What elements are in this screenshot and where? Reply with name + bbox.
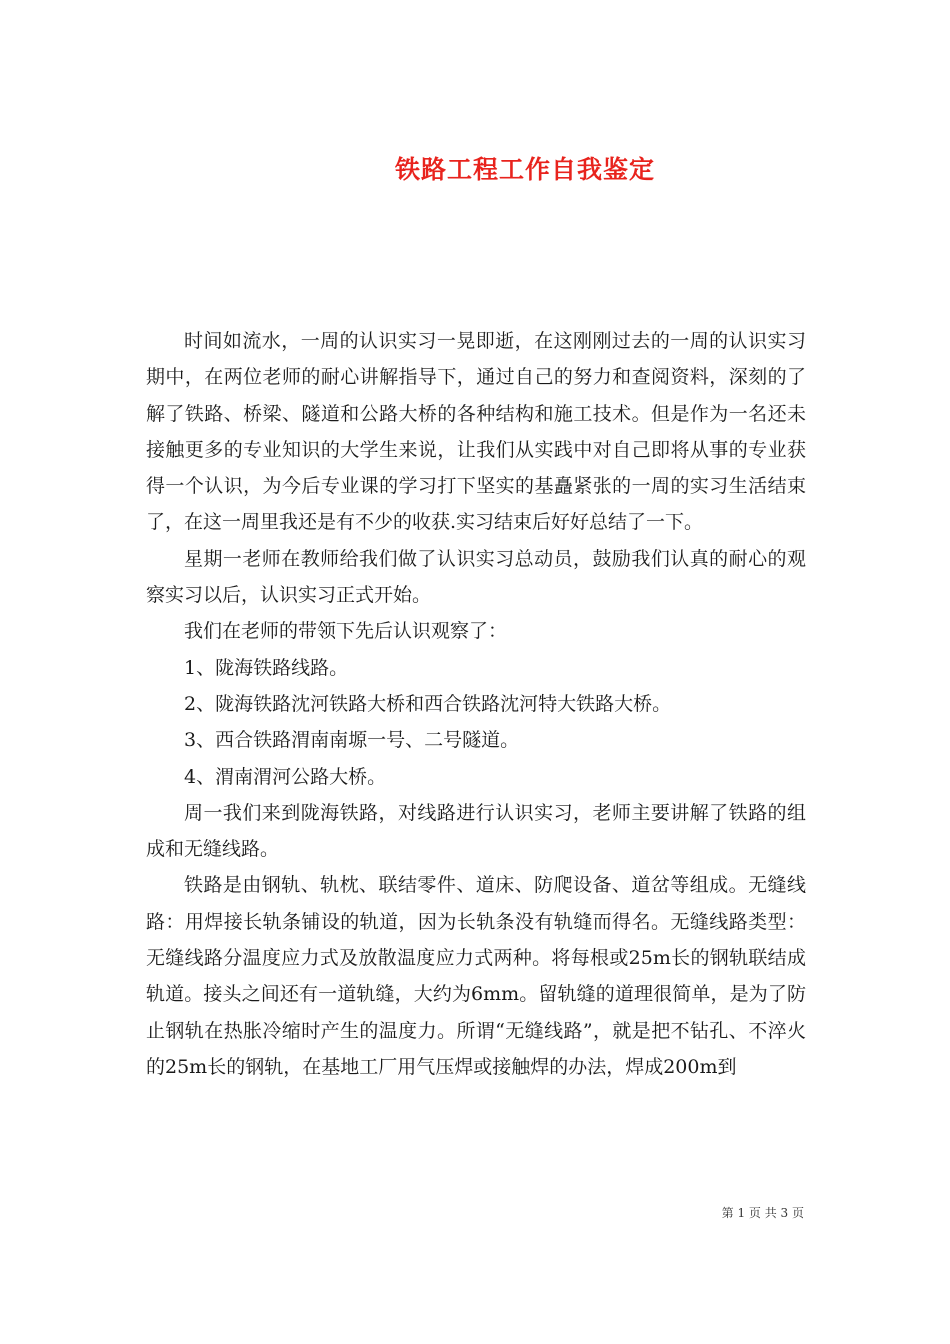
paragraph: 时间如流水，一周的认识实习一晃即逝，在这刚刚过去的一周的认识实习期中，在两位老师的耐心讲解指导下，通过自己的努力和查阅资料，深刻的了解了铁路、桥梁、隧道和公路大桥的各种结构和施工技术。但是作为一名还未接触更多的专业知识的大学生来说，让我们从实践中对自己即将从事的专业获得一个认识，为今后专业课的学习打下坚实的基矗紧张的一周的实习生活结束了，在这一周里我还是有不少的收获.实习结束后好好总结了一下。 [146,330,806,534]
document-body [146,323,806,1085]
paragraph: 星期一老师在教师给我们做了认识实习总动员，鼓励我们认真的耐心的观察实习以后，认识实习正式开始。 [146,547,806,607]
list-item: 4、渭南渭河公路大桥。 [184,765,387,788]
paragraph: 铁路是由钢轨、轨枕、联结零件、道床、防爬设备、道岔等组成。无缝线路：用焊接长轨条铺设的轨道，因为长轨条没有轨缝而得名。无缝线路类型：无缝线路分温度应力式及放散温度应力式两种。将每根或25m长的钢轨联结成轨道。接头之间还有一道轨缝，大约为6mm。留轨缝的道理很简单，是为了防止钢轨在热胀冷缩时产生的温度力。所谓“无缝线路”，就是把不钻孔、不淬火的25m长的钢轨，在基地工厂用气压焊或接触焊的办法，焊成200m到 [146,874,806,1078]
paragraph: 我们在老师的带领下先后认识观察了： [184,620,508,643]
page-title: 铁路工程工作自我鉴定 [394,154,655,184]
page-number: 第 1 页 共 3 页 [721,1206,804,1220]
list-item: 2、陇海铁路沈河铁路大桥和西合铁路沈河特大铁路大桥。 [184,692,672,715]
paragraph: 周一我们来到陇海铁路，对线路进行认识实习，老师主要讲解了铁路的组成和无缝线路。 [146,801,806,861]
list-item: 3、西合铁路渭南南塬一号、二号隧道。 [184,729,520,752]
list-item: 1、陇海铁路线路。 [184,656,349,679]
